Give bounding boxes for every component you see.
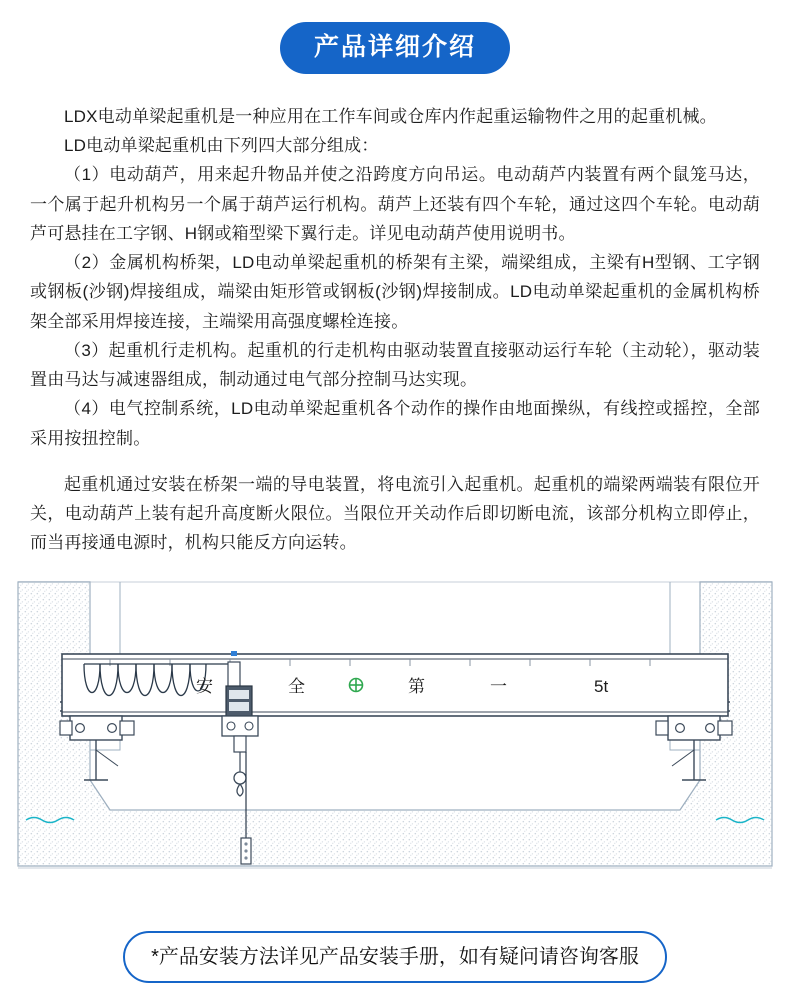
footer (0, 931, 790, 983)
crane-diagram (0, 580, 790, 870)
paragraph-4: （2）金属机构桥架，LD电动单梁起重机的桥架有主梁，端梁组成，主梁有H型钢、工字钢或钢板(沙钢)焊接组成，端梁由矩形管或钢板(沙钢)焊接制成。LD电动单梁起重机的金属机构桥架全部采用焊接连接，主端梁用高强度螺栓连接。 (30, 253, 760, 331)
brand-mark-icon (350, 678, 363, 691)
girder-label-3: 第 (408, 676, 425, 696)
page-title: 产品详细介绍 (280, 22, 510, 74)
footer-note: *产品安装方法详见产品安装手册，如有疑问请咨询客服 (123, 931, 667, 983)
header (0, 0, 790, 74)
girder-label-1: 安 (196, 676, 213, 696)
paragraph-6: （4）电气控制系统，LD电动单梁起重机各个动作的操作由地面操纵，有线控或摇控，全部采用按扭控制。 (30, 399, 760, 448)
article-body (0, 74, 790, 558)
paragraph-2: LD电动单梁起重机由下列四大部分组成： (64, 136, 379, 156)
paragraph-3: （1）电动葫芦，用来起升物品并使之沿跨度方向吊运。电动葫芦内装置有两个鼠笼马达，一个属于起升机构另一个属于葫芦运行机构。葫芦上还装有四个车轮，通过这四个车轮。电动葫芦可悬挂在工字钢、H钢或箱型梁下翼行走。详见电动葫芦使用说明书。 (30, 165, 760, 243)
trolley-marker-icon (231, 651, 237, 656)
girder-label-2: 全 (288, 676, 305, 696)
paragraph-5: （3）起重机行走机构。起重机的行走机构由驱动装置直接驱动运行车轮（主动轮），驱动装置由马达与减速器组成，制动通过电气部分控制马达实现。 (30, 340, 760, 390)
girder-label-5: 5t (594, 676, 609, 696)
paragraph-1: LDX电动单梁起重机是一种应用在工作车间或仓库内作起重运输物件之用的起重机械。 (64, 107, 717, 126)
paragraph-7: 起重机通过安装在桥架一端的导电装置，将电流引入起重机。起重机的端梁两端装有限位开关，电动葫芦上装有起升高度断火限位。当限位开关动作后即切断电流，该部分机构立即停止，而当再接通电源时，机构只能反方向运转。 (30, 474, 760, 553)
main-girder (62, 654, 728, 716)
girder-label-4: 一 (490, 676, 507, 696)
